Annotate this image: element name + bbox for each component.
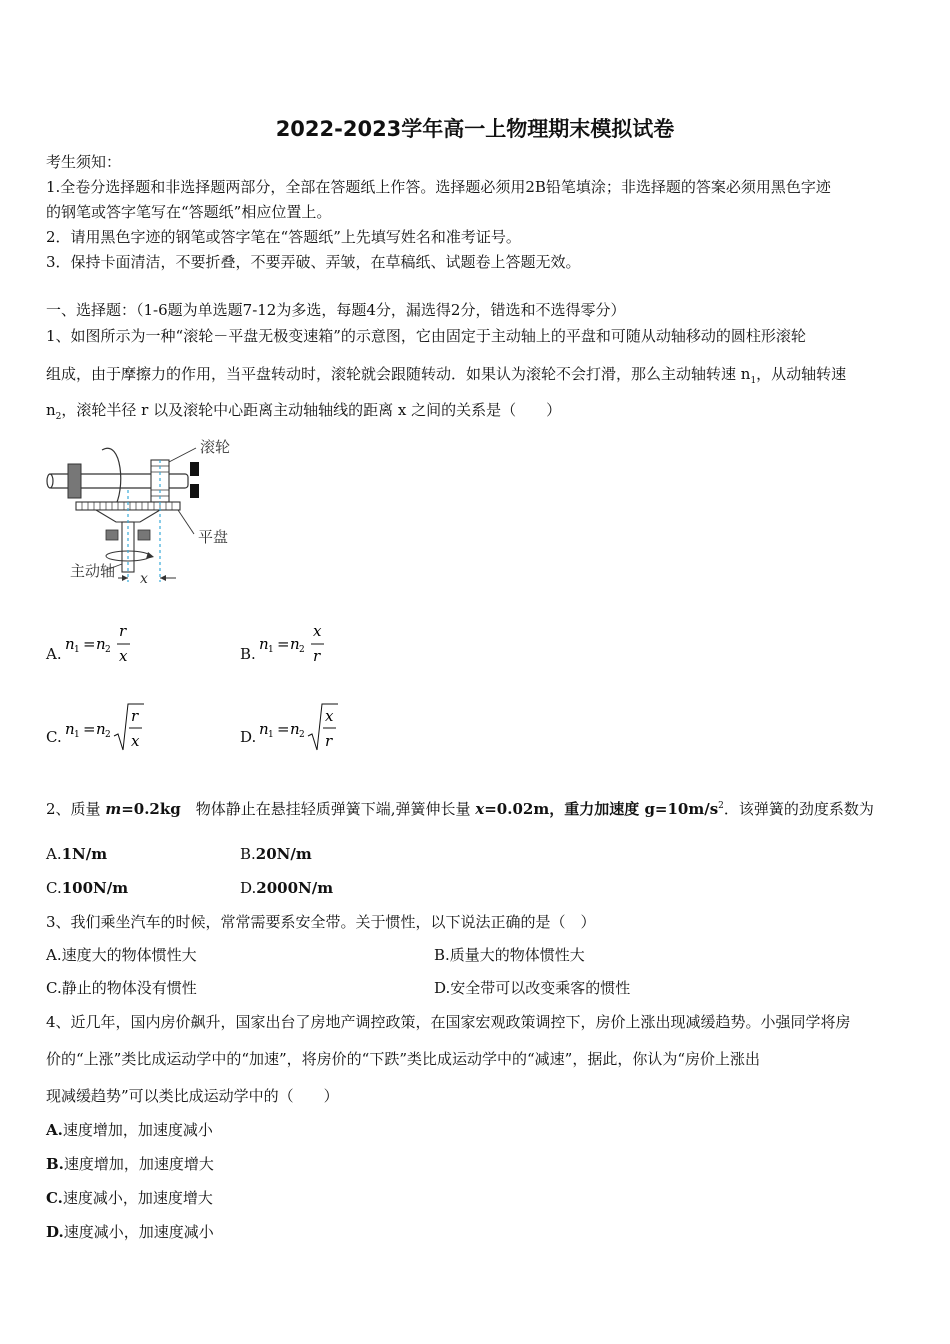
q4-stem-line-2: 价的“上涨”类比成运动学中的“加速”，将房价的“下跌”类比成运动学中的“减速”，据此，你认为“房价上涨出	[46, 1050, 761, 1068]
q1-option-d-formula	[258, 700, 348, 760]
svg-text:n: n	[96, 635, 106, 653]
svg-text:n: n	[290, 720, 300, 738]
q2-option-a: A.1N/m	[46, 845, 108, 863]
svg-text:r: r	[313, 647, 321, 665]
q3-option-c: C.静止的物体没有惯性	[46, 979, 197, 997]
svg-text:x: x	[119, 647, 128, 665]
q2-option-d: D.2000N/m	[240, 879, 334, 897]
svg-text:n: n	[65, 635, 75, 653]
main-shaft-label: 主动轴	[70, 562, 116, 580]
svg-text:r: r	[131, 707, 139, 725]
q3-option-d: D.安全带可以改变乘客的惯性	[434, 979, 631, 997]
svg-text:1: 1	[268, 645, 274, 655]
svg-text:=: =	[277, 635, 290, 653]
svg-text:n: n	[65, 720, 75, 738]
svg-text:x: x	[313, 622, 322, 640]
q1-option-c-formula	[64, 700, 154, 760]
svg-text:n: n	[259, 635, 269, 653]
svg-text:x: x	[131, 732, 140, 750]
svg-text:1: 1	[74, 645, 80, 655]
notice-heading: 考生须知：	[46, 153, 122, 171]
roller-label: 滚轮	[200, 438, 231, 456]
svg-text:2: 2	[299, 645, 305, 655]
q1-option-a-letter: A.	[46, 645, 62, 663]
q4-option-c: C.速度减小，加速度增大	[46, 1189, 213, 1207]
svg-text:n: n	[259, 720, 269, 738]
q1-option-b-letter: B.	[240, 645, 256, 663]
notice-line-1a: 1.全卷分选择题和非选择题两部分，全部在答题纸上作答。选择题必须用2B铅笔填涂；非选择题的答案必须用黑色字迹	[46, 178, 831, 196]
q3-option-a: A.速度大的物体惯性大	[46, 946, 197, 964]
svg-text:x: x	[325, 707, 334, 725]
q1-stem-line-3: $n_2$，滚轮半径 r 以及滚轮中心距离主动轴轴线的距离 x 之间的关系是（ ）	[46, 401, 562, 422]
page-title: 2022-2023学年高一上物理期末模拟试卷	[275, 117, 675, 141]
disk-label: 平盘	[198, 528, 229, 546]
q1-stem-line-2: 组成，由于摩擦力的作用，当平盘转动时，滚轮就会跟随转动．如果认为滚轮不会打滑，那么主动轴转速 $n_1$，从动轴转速	[46, 365, 847, 386]
svg-text:r: r	[119, 622, 127, 640]
notice-line-1b: 的钢笔或答字笔写在“答题纸”相应位置上。	[46, 203, 332, 221]
q2-option-c: C.100N/m	[46, 879, 129, 897]
q1-option-d-letter: D.	[240, 728, 257, 746]
q2-stem: 2、质量 m=0.2kg 物体静止在悬挂轻质弹簧下端,弹簧伸长量 x=0.02m，重力加速度 $g=10m/s^2$．该弹簧的劲度系数为	[46, 800, 874, 818]
x-label: x	[140, 571, 148, 587]
q1-option-a-formula	[64, 620, 144, 672]
svg-text:n: n	[290, 635, 300, 653]
q4-stem-line-1: 4、近几年，国内房价飙升，国家出台了房地产调控政策，在国家宏观政策调控下，房价上涨出现减缓趋势。小强同学将房	[46, 1013, 851, 1031]
notice-line-2: 2．请用黑色字迹的钢笔或答字笔在“答题纸”上先填写姓名和准考证号。	[46, 228, 521, 246]
svg-text:1: 1	[268, 730, 274, 740]
notice-line-3: 3．保持卡面清洁，不要折叠，不要弄破、弄皱，在草稿纸、试题卷上答题无效。	[46, 253, 581, 271]
section-heading: 一、选择题：（1-6题为单选题7-12为多选，每题4分，漏选得2分，错选和不选得零分）	[46, 301, 626, 319]
svg-text:2: 2	[299, 730, 305, 740]
roller-disk-gearbox-figure	[44, 430, 244, 590]
q4-option-d: D.速度减小，加速度减小	[46, 1223, 214, 1241]
svg-text:n: n	[96, 720, 106, 738]
svg-text:=: =	[83, 720, 96, 738]
svg-text:1: 1	[74, 730, 80, 740]
q4-option-a: A.速度增加，加速度减小	[46, 1121, 213, 1139]
q3-stem: 3、我们乘坐汽车的时候，常常需要系安全带。关于惯性，以下说法正确的是（ ）	[46, 913, 596, 931]
svg-text:r: r	[325, 732, 333, 750]
q1-stem-line-1: 1、如图所示为一种“滚轮－平盘无极变速箱”的示意图，它由固定于主动轴上的平盘和可随从动轴移动的圆柱形滚轮	[46, 327, 806, 345]
q4-stem-line-3: 现减缓趋势”可以类比成运动学中的（ ）	[46, 1087, 339, 1105]
q3-option-b: B.质量大的物体惯性大	[434, 946, 585, 964]
svg-text:2: 2	[105, 730, 111, 740]
q1-option-b-formula	[258, 620, 338, 672]
q4-option-b: B.速度增加，加速度增大	[46, 1155, 214, 1173]
q2-option-b: B.20N/m	[240, 845, 312, 863]
q1-option-c-letter: C.	[46, 728, 62, 746]
svg-text:=: =	[83, 635, 96, 653]
svg-text:=: =	[277, 720, 290, 738]
svg-text:2: 2	[105, 645, 111, 655]
